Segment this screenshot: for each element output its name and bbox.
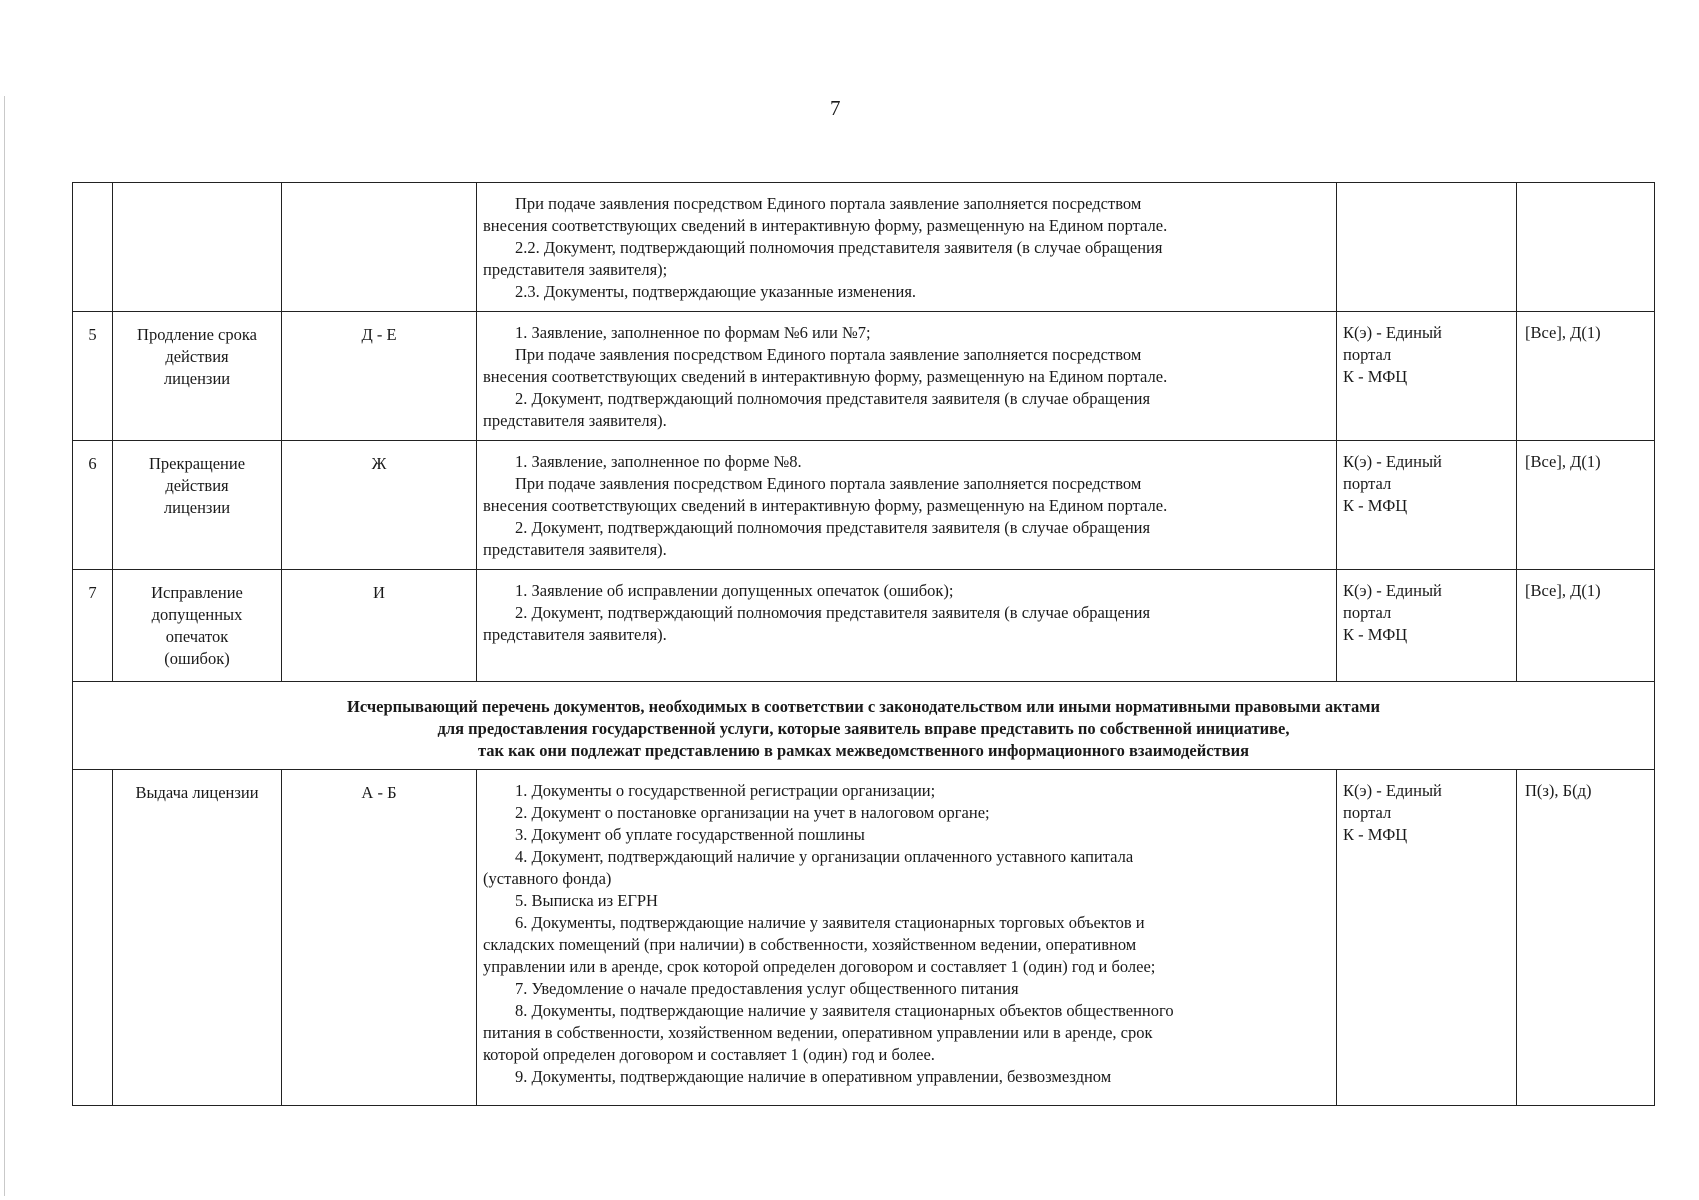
result-format: [Все], Д(1) [1517, 570, 1655, 682]
doc-line: которой определен договором и составляет 1 (один) год и более. [483, 1045, 935, 1064]
row-number: 7 [73, 570, 113, 682]
doc-line: представителя заявителя). [483, 625, 667, 644]
submission-channel [1337, 770, 1517, 1106]
doc-line: 2.3. Документы, подтверждающие указанные изменения. [515, 282, 917, 301]
section-header [73, 682, 1655, 770]
service-name [113, 570, 282, 682]
doc-line: представителя заявителя); [483, 260, 668, 279]
service-name-line: лицензии [163, 369, 231, 388]
result-format: [Все], Д(1) [1517, 441, 1655, 570]
submission-channel [1337, 441, 1517, 570]
result-format: [Все], Д(1) [1517, 312, 1655, 441]
result-format [1517, 183, 1655, 312]
doc-line: 2. Документ, подтверждающий полномочия представителя заявителя (в случае обращения [515, 603, 1151, 622]
doc-line: 5. Выписка из ЕГРН [515, 891, 658, 910]
section-header-line: так как они подлежат представлению в рамках межведомственного информационного взаимодействия [477, 741, 1250, 760]
channel-line: К - МФЦ [1343, 367, 1408, 386]
doc-line: складских помещений (при наличии) в собственности, хозяйственном ведении, оперативном [483, 935, 1137, 954]
doc-line: 2. Документ, подтверждающий полномочия представителя заявителя (в случае обращения [515, 518, 1151, 537]
channel-line: портал [1343, 803, 1392, 822]
channel-line: К(э) - Единый [1343, 581, 1442, 600]
channel-line: К(э) - Единый [1343, 781, 1442, 800]
service-code: Д - Е [282, 312, 477, 441]
doc-line: 1. Заявление об исправлении допущенных опечаток (ошибок); [515, 581, 954, 600]
doc-line: внесения соответствующих сведений в интерактивную форму, размещенную на Едином портале. [483, 496, 1168, 515]
channel-line: портал [1343, 345, 1392, 364]
service-name-line: Прекращение [148, 454, 246, 473]
doc-line: 2. Документ, подтверждающий полномочия представителя заявителя (в случае обращения [515, 389, 1151, 408]
channel-line: К(э) - Единый [1343, 323, 1442, 342]
doc-line: 9. Документы, подтверждающие наличие в оперативном управлении, безвозмездном [515, 1067, 1112, 1086]
doc-line: При подаче заявления посредством Единого портала заявление заполняется посредством [515, 194, 1142, 213]
service-name-line: (ошибок) [164, 649, 230, 668]
doc-line: внесения соответствующих сведений в интерактивную форму, размещенную на Едином портале. [483, 216, 1168, 235]
doc-line: (уставного фонда) [483, 869, 612, 888]
row-number [73, 770, 113, 1106]
table-row [73, 770, 1655, 1106]
row-number [73, 183, 113, 312]
row-number: 6 [73, 441, 113, 570]
table-row [73, 312, 1655, 441]
result-format: П(з), Б(д) [1517, 770, 1655, 1106]
channel-line: К - МФЦ [1343, 825, 1408, 844]
service-name-line: Продление срока [137, 325, 257, 344]
doc-line: 3. Документ об уплате государственной пошлины [515, 825, 865, 844]
services-documents-table [72, 182, 1655, 1106]
doc-line: 2. Документ о постановке организации на учет в налоговом органе; [515, 803, 990, 822]
section-header-line: Исчерпывающий перечень документов, необходимых в соответствии с законодательством или иными нормативными правовыми актами [347, 697, 1380, 716]
documents-list [477, 570, 1337, 682]
service-code: И [282, 570, 477, 682]
doc-line: питания в собственности, хозяйственном ведении, оперативном управлении или в аренде, срок [483, 1023, 1153, 1042]
service-name-line: допущенных [151, 605, 243, 624]
submission-channel [1337, 183, 1517, 312]
doc-line: внесения соответствующих сведений в интерактивную форму, размещенную на Едином портале. [483, 367, 1168, 386]
channel-line: К(э) - Единый [1343, 452, 1442, 471]
channel-line: портал [1343, 474, 1392, 493]
service-name-line: лицензии [163, 498, 231, 517]
doc-line: При подаче заявления посредством Единого портала заявление заполняется посредством [515, 474, 1142, 493]
table-row [73, 570, 1655, 682]
service-name-line: действия [165, 476, 229, 495]
row-number: 5 [73, 312, 113, 441]
doc-line: 4. Документ, подтверждающий наличие у организации оплаченного уставного капитала [515, 847, 1134, 866]
service-code: А - Б [282, 770, 477, 1106]
doc-line: 1. Заявление, заполненное по форме №8. [515, 452, 802, 471]
doc-line: представителя заявителя). [483, 411, 667, 430]
table-row [73, 183, 1655, 312]
submission-channel [1337, 312, 1517, 441]
submission-channel [1337, 570, 1517, 682]
documents-list [477, 183, 1337, 312]
documents-list [477, 770, 1337, 1106]
section-header-row [73, 682, 1655, 770]
table-row [73, 441, 1655, 570]
section-header-line: для предоставления государственной услуги, которые заявитель вправе представить по собственной инициативе, [437, 719, 1290, 738]
service-name [113, 441, 282, 570]
doc-line: 6. Документы, подтверждающие наличие у заявителя стационарных торговых объектов и [515, 913, 1145, 932]
service-name-line: Исправление [151, 583, 243, 602]
service-name-line: действия [165, 347, 229, 366]
doc-line: 1. Заявление, заполненное по формам №6 или №7; [515, 323, 871, 342]
service-name-line: Выдача лицензии [135, 783, 259, 802]
service-name-line: опечаток [165, 627, 229, 646]
service-code [282, 183, 477, 312]
service-name [113, 770, 282, 1106]
service-code: Ж [282, 441, 477, 570]
documents-list [477, 312, 1337, 441]
channel-line: К - МФЦ [1343, 496, 1408, 515]
documents-list [477, 441, 1337, 570]
doc-line: 7. Уведомление о начале предоставления услуг общественного питания [515, 979, 1019, 998]
scan-margin-line [4, 96, 5, 1196]
channel-line: К - МФЦ [1343, 625, 1408, 644]
doc-line: 1. Документы о государственной регистрации организации; [515, 781, 936, 800]
doc-line: управлении или в аренде, срок которой определен договором и составляет 1 (один) год и более; [483, 957, 1156, 976]
doc-line: При подаче заявления посредством Единого портала заявление заполняется посредством [515, 345, 1142, 364]
doc-line: представителя заявителя). [483, 540, 667, 559]
page-number: 7 [830, 96, 841, 120]
service-name [113, 183, 282, 312]
doc-line: 8. Документы, подтверждающие наличие у заявителя стационарных объектов общественного [515, 1001, 1174, 1020]
service-name [113, 312, 282, 441]
channel-line: портал [1343, 603, 1392, 622]
doc-line: 2.2. Документ, подтверждающий полномочия представителя заявителя (в случае обращения [515, 238, 1163, 257]
